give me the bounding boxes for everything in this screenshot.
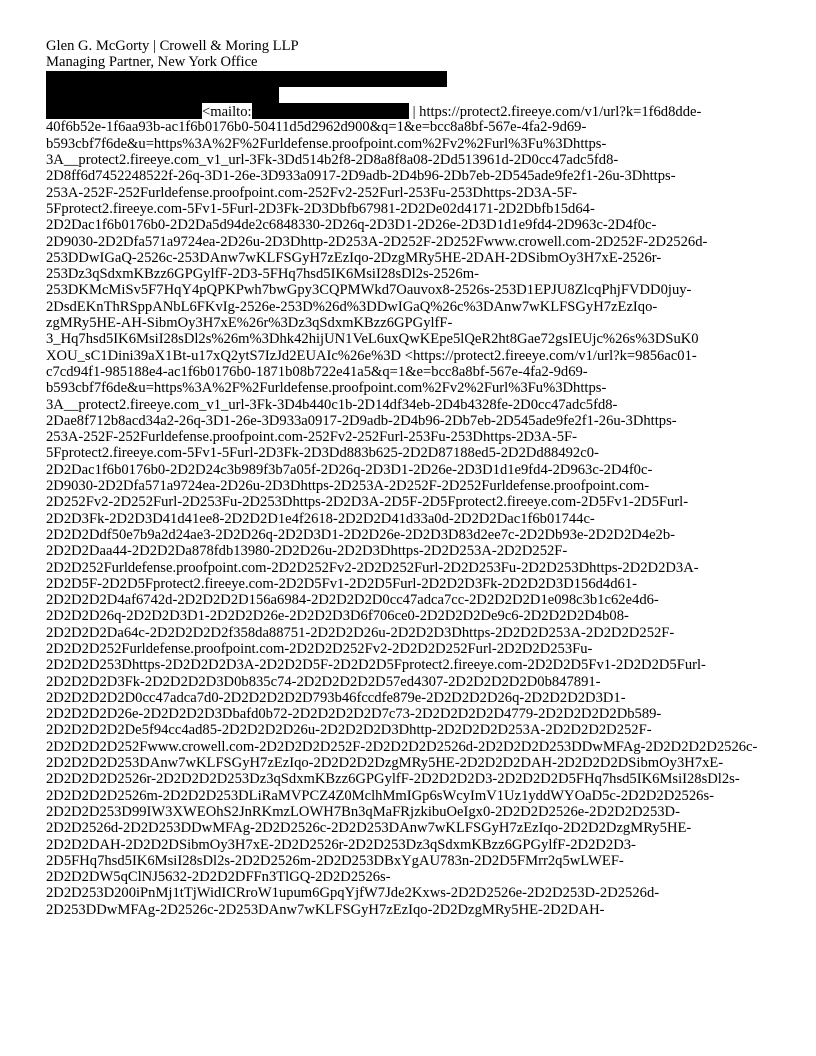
url-line: | https://protect2.fireeye.com/v1/url?k=1f6d8dde-	[412, 104, 702, 121]
url-line: 253Dz3qSdxmKBzz6GPGylfF-2D3-5FHq7hsd5IK6MsiI28sDl2s-2526m-	[46, 266, 479, 283]
url-line: 3A__protect2.fireeye.com_v1_url-3Fk-3D4b440c1b-2D14df34eb-2D4b4328fe-2D0cc47adc5fd8-	[46, 396, 618, 413]
url-line: 2D2D2Daa44-2D2D2Da878fdb13980-2D2D26u-2D2D3Dhttps-2D2D253A-2D2D252F-	[46, 543, 568, 560]
url-line: 2D5FHq7hsd5IK6MsiI28sDl2s-2D2D2526m-2D2D253DBxYgAU783n-2D2D5FMrr2q5wLWEF-	[46, 852, 624, 869]
url-line: 2D2D2D2D2D0cc47adca7d0-2D2D2D2D2D793b46fccdfe879e-2D2D2D2D26q-2D2D2D2D3D1-	[46, 689, 626, 706]
url-line: 2D252Fv2-2D252Furl-2D253Fu-2D253Dhttps-2D2D3A-2D5F-2D5Fprotect2.fireeye.com-2D5Fv1-2D5Furl-	[46, 494, 689, 511]
url-line: 253DKMcMiSv5F7HqY4pQPKPwh7bwGpy3CQPMWkd7Oauvox8-2526s-253D1EPJU8ZlcqPhjFVDD0juy-	[46, 282, 692, 299]
url-line: 2D2D2D2D2526m-2D2D2D253DLiRaMVPCZ4Z0MclhMmIGp6sWcyImV1Uz1yddWYOaD5c-2D2D2D2526s-	[46, 787, 714, 804]
url-line: 2D2D2D252Furldefense.proofpoint.com-2D2D2D252Fv2-2D2D2D252Furl-2D2D2D253Fu-	[46, 640, 593, 657]
url-line: 2D2D2526d-2D2D253DDwMFAg-2D2D2526c-2D2D253DAnw7wKLFSGyH7zEzIqo-2D2D2DzgMRy5HE-	[46, 820, 692, 837]
url-line: b593cbf7f6de&u=https%3A%2F%2Furldefense.proofpoint.com%2Fv2%2Furl%3Fu%3Dhttps-	[46, 135, 607, 152]
url-line: 2D8ff6d7452248522f-26q-3D1-26e-3D933a0917-2D9adb-2D4b96-2Db7eb-2D545ade9fe2f1-26u-3Dhttps-	[46, 168, 676, 185]
url-line: 3_Hq7hsd5IK6MsiI28sDl2s%26m%3Dhk42hijUN1VeL6uxQwKEpe5lQeR2ht8Gae72gsIEUjc%26s%3DSuK0	[46, 331, 699, 348]
url-line: 2D9030-2D2Dfa571a9724ea-2D26u-2D3Dhttps-2D253A-2D252F-2D252Furldefense.proofpoint.com-	[46, 478, 650, 495]
mailto-label: <mailto:	[202, 104, 252, 121]
url-line: c7cd94f1-985188e4-ac1f6b0176b0-1871b08b722e41a5&q=1&e=bcc8a8bf-567e-4fa2-9d69-	[46, 363, 588, 380]
redaction-bar	[46, 71, 447, 87]
url-line: 2D2D2D2D2526r-2D2D2D2D253Dz3qSdxmKBzz6GPGylfF-2D2D2D2D3-2D2D2D2D5FHq7hsd5IK6MsiI28sDl2s-	[46, 771, 740, 788]
url-line: 253A-252F-252Furldefense.proofpoint.com-252Fv2-252Furl-253Fu-253Dhttps-2D3A-5F-	[46, 184, 578, 201]
url-line: 2D2D3Fk-2D2D3D41d41ee8-2D2D2D1e4f2618-2D2D2D41d33a0d-2D2D2Dac1f6b01744c-	[46, 510, 595, 527]
url-line: 2D2D2D2D2De5f94cc4ad85-2D2D2D2D26u-2D2D2D2D3Dhttp-2D2D2D2D253A-2D2D2D2D252F-	[46, 722, 652, 739]
url-line: 2D2D2D253Dhttps-2D2D2D2D3A-2D2D2D5F-2D2D2D5Fprotect2.fireeye.com-2D2D2D5Fv1-2D2D2D5Furl-	[46, 657, 706, 674]
url-line: 2D2D2D2D26e-2D2D2D2D3Dbafd0b72-2D2D2D2D2D7c73-2D2D2D2D2D4779-2D2D2D2D2Db589-	[46, 706, 662, 723]
mailto-line	[46, 103, 776, 119]
url-line: 3A__protect2.fireeye.com_v1_url-3Fk-3Dd514b2f8-2D8a8f8a08-2Dd513961d-2D0cc47adc5fd8-	[46, 152, 619, 169]
url-line: XOU_sC1Dini39aX1Bt-u17xQ2ytS7IzJd2EUAIc%26e%3D <https://protect2.fireeye.com/v1/url?k=9856ac01-	[46, 347, 697, 364]
redaction-bar	[46, 87, 279, 103]
url-line: 253DDwIGaQ-2526c-253DAnw7wKLFSGyH7zEzIqo-2DzgMRy5HE-2DAH-2DSibmOy3H7xE-2526r-	[46, 249, 662, 266]
url-line: 2D2D2D2Da64c-2D2D2D2D2f358da88751-2D2D2D26u-2D2D2D3Dhttps-2D2D2D253A-2D2D2D252F-	[46, 624, 675, 641]
url-line: 2D2D253D200iPnMj1tTjWidICRroW1upum6GpqYjfW7Jde2Kxws-2D2D2526e-2D2D253D-2D2526d-	[46, 885, 660, 902]
url-line: 2D253DDwMFAg-2D2526c-2D253DAnw7wKLFSGyH7zEzIqo-2D2DzgMRy5HE-2D2DAH-	[46, 901, 605, 918]
url-line: 2D2D2D2D252Fwww.crowell.com-2D2D2D2D252F-2D2D2D2D2526d-2D2D2D2D253DDwMFAg-2D2D2D2D2526c-	[46, 738, 758, 755]
url-line: zgMRy5HE-AH-SibmOy3H7xE%26r%3Dz3qSdxmKBzz6GPGylfF-	[46, 315, 453, 332]
url-line: 2D2D2D2D4af6742d-2D2D2D2D156a6984-2D2D2D2D0cc47adca7cc-2D2D2D2D1e098c3b1c62e4d6-	[46, 592, 659, 609]
url-line: 2D2D2D253D99IW3XWEOhS2JnRKmzLOWH7Bn3qMaFRjzkibuOeIgx0-2D2D2D2526e-2D2D2D253D-	[46, 803, 680, 820]
redacted-line-1	[46, 71, 776, 87]
url-line: 5Fprotect2.fireeye.com-5Fv1-5Furl-2D3Fk-2D3Dbfb67981-2D2De02d4171-2D2Dbfb15d64-	[46, 200, 595, 217]
url-line: 2D2D2DAH-2D2D2DSibmOy3H7xE-2D2D2526r-2D2D253Dz3qSdxmKBzz6GPGylfF-2D2D2D3-	[46, 836, 636, 853]
url-line: 2Dae8f712b8acd34a2-26q-3D1-26e-3D933a0917-2D9adb-2D4b96-2Db7eb-2D545ade9fe2f1-26u-3Dhttps-	[46, 412, 677, 429]
signature-name-line: Glen G. McGorty | Crowell & Moring LLP	[46, 38, 299, 54]
url-line: 253A-252F-252Furldefense.proofpoint.com-252Fv2-252Furl-253Fu-253Dhttps-2D3A-5F-	[46, 429, 578, 446]
url-line: 40f6b52e-1f6aa93b-ac1f6b0176b0-50411d5d2962d900&q=1&e=bcc8a8bf-567e-4fa2-9d69-	[46, 119, 587, 136]
url-line: b593cbf7f6de&u=https%3A%2F%2Furldefense.proofpoint.com%2Fv2%2Furl%3Fu%3Dhttps-	[46, 380, 607, 397]
redacted-line-2	[46, 87, 776, 103]
url-line: 2D2D2D26q-2D2D2D3D1-2D2D2D26e-2D2D2D3D6f706ce0-2D2D2D2De9c6-2D2D2D2D4b08-	[46, 608, 629, 625]
url-line: 2D2D5F-2D2D5Fprotect2.fireeye.com-2D2D5Fv1-2D2D5Furl-2D2D2D3Fk-2D2D2D3D156d4d61-	[46, 575, 637, 592]
url-line: 2D2Dac1f6b0176b0-2D2Da5d94de2c6848330-2D26q-2D3D1-2D26e-2D3D1d1e9fd4-2D963c-2D4f0c-	[46, 217, 657, 234]
redaction-bar	[252, 103, 409, 119]
signature-title-line: Managing Partner, New York Office	[46, 54, 258, 71]
url-line: 2D2D2Ddf50e7b9a2d24ae3-2D2D26q-2D2D3D1-2D2D26e-2D2D3D83d2ee7c-2D2Db93e-2D2D2D4e2b-	[46, 526, 676, 543]
url-line: 2D2Dac1f6b0176b0-2D2D24c3b989f3b7a05f-2D26q-2D3D1-2D26e-2D3D1d1e9fd4-2D963c-2D4f0c-	[46, 461, 653, 478]
url-line: 2D9030-2D2Dfa571a9724ea-2D26u-2D3Dhttp-2D253A-2D252F-2D252Fwww.crowell.com-2D252F-2D2526d-	[46, 233, 708, 250]
url-text-block	[46, 119, 776, 918]
url-line: 2D2D2D2D3Fk-2D2D2D2D3D0b835c74-2D2D2D2D2D57ed4307-2D2D2D2D2D0b847891-	[46, 673, 601, 690]
url-line: 2D2D2DW5qClNJ5632-2D2D2DFFn3TlGQ-2D2D2526s-	[46, 869, 391, 886]
url-line: 5Fprotect2.fireeye.com-5Fv1-5Furl-2D3Fk-2D3Dd883b625-2D2D87188ed5-2D2Dd88492c0-	[46, 445, 599, 462]
url-line: 2D2D252Furldefense.proofpoint.com-2D2D252Fv2-2D2D252Furl-2D2D253Fu-2D2D253Dhttps-2D2D2D3A-	[46, 559, 699, 576]
redaction-bar	[46, 103, 202, 119]
url-line: 2DsdEKnThRSppANbL6FKvIg-2526e-253D%26d%3DDwIGaQ%26c%3DAnw7wKLFSGyH7zEzIqo-	[46, 298, 658, 315]
url-line: 2D2D2D2D253DAnw7wKLFSGyH7zEzIqo-2D2D2D2DzgMRy5HE-2D2D2D2DAH-2D2D2D2DSibmOy3H7xE-	[46, 755, 724, 772]
email-document	[46, 38, 776, 918]
